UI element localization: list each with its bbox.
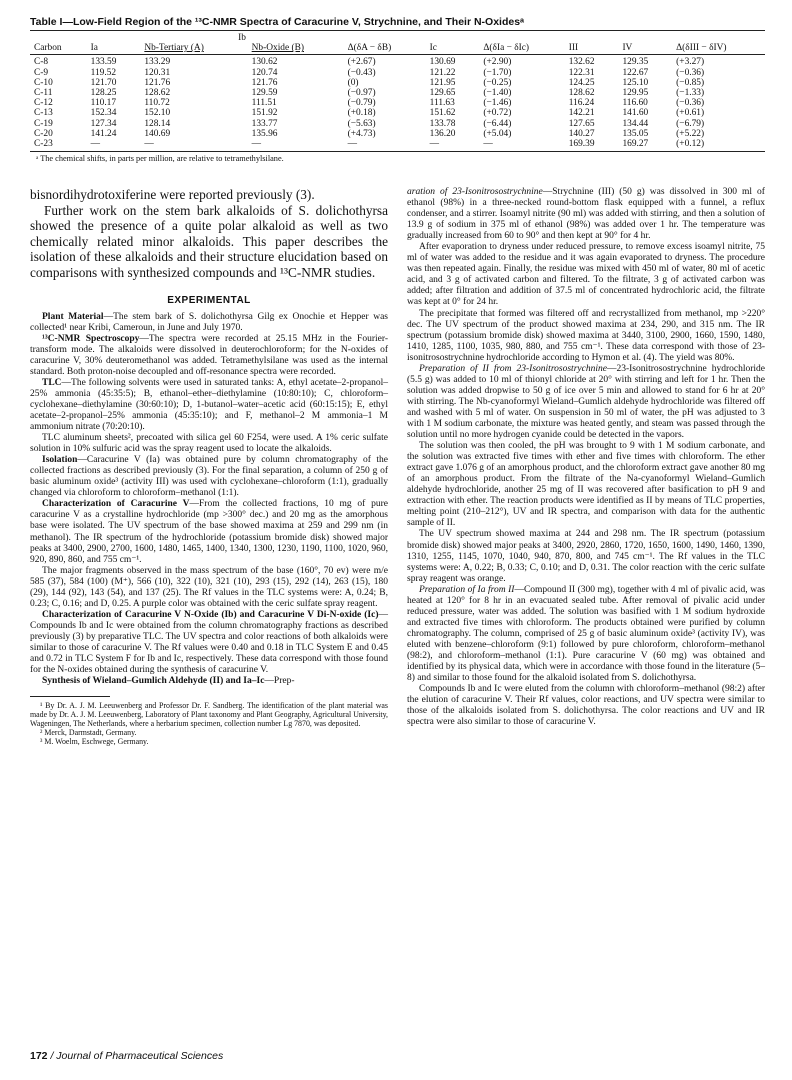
table-cell: 140.69 — [144, 128, 171, 139]
table-cell: 122.31 — [568, 67, 595, 78]
table-cell: 129.59 — [251, 88, 278, 99]
table-cell: (+0.12) — [672, 139, 765, 152]
table-cell: 128.62 — [568, 88, 595, 99]
table-row — [30, 88, 765, 98]
column-header: IV — [618, 43, 672, 55]
extraction-paragraph: The solution was then cooled, the pH was brought to 9 with 1 M sodium carbonate, and the solution was extracted five times with ether and five times with chloroform. The ether extract gave 1.076 g of an amorphous product, and the chloroform extract gave another 80 mg of an amorphous product. From the filtrate of the Na-cyanoformyl Wieland–Gumlich aldehyde hydrochloride, another 25 mg of II was recovered after basification to pH 9 and extraction with ether. The reaction products were identified as II by means of TLC properties, melting point (210–212°), UV and IR spectra, and comparison with data for the authentic sample of II. — [407, 441, 765, 529]
table-row — [30, 98, 765, 108]
table-cell: (+0.18) — [347, 108, 376, 119]
table-cell: 151.62 — [429, 108, 456, 119]
table-cell: 132.62 — [568, 57, 595, 68]
table-cell: 111.63 — [429, 98, 455, 109]
table-cell: 129.35 — [622, 57, 649, 68]
table-cell: C-20 — [34, 128, 53, 139]
table-cell: 129.95 — [622, 88, 649, 99]
table-cell: — — [248, 139, 344, 152]
table-cell: (+5.04) — [483, 128, 512, 139]
table-cell: 127.65 — [568, 118, 595, 129]
table-row — [30, 68, 765, 78]
table-cell: 128.25 — [90, 88, 117, 99]
table-cell: — — [87, 139, 141, 152]
table-cell: 124.25 — [568, 77, 595, 88]
table-row — [30, 78, 765, 88]
plant-material-paragraph: Plant Material—The stem bark of S. dolichothyrsa Gilg ex Onochie et Hepper was collected¹ near Kribi, Cameroun, in June and July 1970. — [30, 311, 388, 333]
table-cell: (−0.97) — [347, 88, 376, 99]
table-cell: (−5.63) — [347, 118, 376, 129]
table-cell: C-10 — [34, 77, 53, 88]
isolation-paragraph: Isolation—Caracurine V (Ia) was obtained pure by column chromatography of the collected fractions as described previously (3). For the final separation, a column of 250 g of basic aluminum oxide³ (activity III) was used with cyclohexane–chloroform (1:1), gradually changed via chloroform to chloroform–methanol (1:1). — [30, 455, 388, 499]
column-header: Nb-Oxide (B) — [248, 43, 344, 55]
preparation-ia-paragraph: Preparation of Ia from II—Compound II (300 mg), together with 4 ml of pivalic acid, was heated at 120° for 8 hr in an evacuated sealed tube. After removal of pivalic acid under reduced pressure, water was added. The solution was basified with 1 M sodium hydroxide and extracted five times with chloroform. The products obtained were purified by column chromatography. The column, comprised of 25 g of basic aluminum oxide³ (activity IV), was eluted with benzene–chloroform (9:1) followed by pure chloroform, chloroform–methanol (98:2), and chloroform–methanol (1:1). Pure caracurine V (60 mg) was obtained and identified by its physical data, which were in accordance with those found in the literature (5–8) and similar to those found for the alkaloid isolated from S. dolichothyrsa. — [407, 584, 765, 684]
table-cell: — — [426, 139, 480, 152]
table-cell: (+3.27) — [676, 57, 705, 68]
table-cell: 111.51 — [251, 98, 277, 109]
table-cell: 133.78 — [429, 118, 456, 129]
table-cell: 121.70 — [90, 77, 117, 88]
journal-name: / Journal of Pharmaceutical Sciences — [47, 1050, 224, 1062]
table-cell: (−0.36) — [676, 98, 705, 109]
table-cell: (−1.46) — [483, 98, 512, 109]
isonitroso-paragraph: aration of 23-Isonitrosostrychnine—Strychnine (III) (50 g) was dissolved in 300 ml of ethanol (98%) in a three-necked round-bottom flask equipped with a funnel, a reflux condenser, and a stirrer. Isoamyl nitrite (90 ml) was added with stirring, and then a solution of 13.9 g of sodium in 375 ml of ethanol (98%) was added over 1 hr. The temperature was gradually increased from 60 to 90° and then kept at 90° for 4 hr. — [407, 187, 765, 242]
evaporation-paragraph: After evaporation to dryness under reduced pressure, to remove excess isoamyl nitrite, 75 ml of water was added to the residue and it was again evaporated to dryness. The procedure was then repeated again. Finally, the residue was mixed with 450 ml of water, 80 ml of acetic acid, and 3 g of activated carbon and filtered. To the filtrate, 3 g of activated carbon was added; after filtration and addition of 37.5 ml of concentrated hydrochloric acid, the filtrate was kept at 0° for 24 hr. — [407, 242, 765, 308]
table-cell: (−1.33) — [676, 88, 705, 99]
table-cell: 142.21 — [568, 108, 595, 119]
table-row — [30, 139, 765, 152]
preparation-ii-paragraph: Preparation of II from 23-Isonitrosostrychnine—23-Isonitrosostrychnine hydrochloride (5.5 g) was added to 10 ml of thionyl chloride at 20° with stirring and left for 1 hr. Then the solution was added dropwise to 50 g of ice over 5 min and allowed to stand for 6 hr at 20° with stirring. The Nb-cyanoformyl Wieland–Gumlich aldehyde hydrochloride was filtered off and washed with 5 ml of water. On suspension in 50 ml of water, the pH was adjusted to 3 with 1 M sodium carbonate, the mixture was heated gently, and steam was passed through the solution until no more hydrogen cyanide could be detected in the vapors. — [407, 363, 765, 441]
table-cell: 133.59 — [90, 57, 117, 68]
table-cell: 120.74 — [251, 67, 278, 78]
table-cell: 135.05 — [622, 128, 649, 139]
table-cell: (+2.90) — [483, 57, 512, 68]
table-cell: (+2.67) — [347, 57, 376, 68]
column-header: Δ(δIII − δIV) — [672, 43, 765, 55]
table-cell: (+5.22) — [676, 128, 705, 139]
uv-ir-paragraph: The UV spectrum showed maxima at 244 and 298 nm. The IR spectrum (potassium bromide disk) showed major peaks at 3400, 2920, 2860, 1720, 1650, 1600, 1490, 1460, 1390, 1310, 1255, 1145, 1070, 1040, 940, 870, 800, and 745 cm⁻¹. The Rf values in the TLC systems were: A, 0.22; B, 0.33; C, 0.10; and D, 0.31. The color reaction with the ceric sulfate spray reagent was orange. — [407, 529, 765, 584]
column-header: Δ(δA − δB) — [344, 43, 426, 55]
table-cell: 133.77 — [251, 118, 278, 129]
footnote-2: ² Merck, Darmstadt, Germany. — [40, 728, 137, 738]
table-cell: 136.20 — [429, 128, 456, 139]
table-cell: 121.76 — [251, 77, 278, 88]
table-cell: 121.95 — [429, 77, 456, 88]
table-cell: 151.92 — [251, 108, 278, 119]
page-footer — [30, 1050, 223, 1062]
table-cell: 169.39 — [565, 139, 619, 152]
table-cell: 121.76 — [144, 77, 171, 88]
table-row — [30, 55, 765, 68]
table-cell: 134.44 — [622, 118, 649, 129]
table-cell: 129.65 — [429, 88, 456, 99]
mass-spectrum-paragraph: The major fragments observed in the mass spectrum of the base (160°, 70 ev) were m/e 585 (37), 584 (100) (M⁺), 566 (10), 322 (10), 321 (10), 293 (15), 292 (14), 263 (15), 180 (29), 144 (92), 143 (54), and 137 (25). The Rf values in the TLC systems were: A, 0.24; B, 0.23; C, 0.16; and D, 0.25. A purple color was obtained with the ceric sulfate spray reagent. — [30, 565, 388, 609]
table-cell: C-9 — [34, 67, 49, 78]
table-cell: C-13 — [34, 108, 53, 119]
column-header: Nb-Tertiary (A) — [140, 43, 247, 55]
tlc-paragraph: TLC—The following solvents were used in saturated tanks: A, ethyl acetate–2-propanol–25% ammonia (45:35:5); B, ethanol–ether–diethylamine (10:80:10); C, chloroform–cyclohexane–diethylamine (30:60:10); D, 1-butanol–water–acetic acid (60:15:15); E, ethyl acetate–2-propanol–25% ammonia (45:35:10); and F, methanol–2 M ammonia–1 M ammonium nitrate (70:20:10). — [30, 377, 388, 433]
column-header: Ic — [426, 43, 480, 55]
table-cell: 116.60 — [622, 98, 648, 109]
footnote-1: ¹ By Dr. A. J. M. Leeuwenberg and Professor Dr. F. Sandberg. The identification of the plant material was made by Dr. A. J. M. Leeuwenberg, Laboratory of Plant taxonomy and Plant Geography, Agricultural University, Wageningen, The Netherlands, where a herbarium specimen, collection number Lg 7870, was deposited. — [30, 701, 388, 729]
column-header: III — [565, 43, 619, 55]
table-cell: (−0.36) — [676, 67, 705, 78]
column-header: Carbon — [30, 43, 87, 55]
table-cell: 130.62 — [251, 57, 278, 68]
table-cell: (−0.43) — [347, 67, 376, 78]
table-cell: (−6.44) — [483, 118, 512, 129]
table-cell: 152.34 — [90, 108, 117, 119]
table-cell: 110.17 — [90, 98, 117, 109]
column-header: Δ(δIa − δIc) — [479, 43, 564, 55]
table-cell: 135.96 — [251, 128, 278, 139]
table-cell: 169.27 — [618, 139, 672, 152]
table-cell: (−1.70) — [483, 67, 512, 78]
table-cell: 110.72 — [144, 98, 170, 109]
table-cell: 141.60 — [622, 108, 649, 119]
table-cell: 127.34 — [90, 118, 117, 129]
table-cell: (+0.72) — [483, 108, 512, 119]
intro-line: bisnordihydrotoxiferine were reported previously (3). — [30, 187, 315, 202]
table-cell: (−0.79) — [347, 98, 376, 109]
table-cell: C-23 — [30, 139, 87, 152]
table-cell: (+4.73) — [347, 128, 376, 139]
table-cell: (−1.40) — [483, 88, 512, 99]
synthesis-paragraph: Synthesis of Wieland–Gumlich Aldehyde (II) and Ia–Ic—Prep- — [42, 676, 295, 687]
experimental-heading: EXPERIMENTAL — [167, 294, 251, 306]
table-section — [30, 16, 765, 163]
table-cell: 119.52 — [90, 67, 117, 78]
table-cell: 130.69 — [429, 57, 456, 68]
page-number: 172 — [30, 1050, 48, 1062]
table-cell: C-8 — [34, 57, 49, 68]
table-cell: 133.29 — [144, 57, 171, 68]
table-cell: 120.31 — [144, 67, 171, 78]
table-cell: 152.10 — [144, 108, 171, 119]
table-cell: 141.24 — [90, 128, 117, 139]
footnote-rule — [30, 696, 110, 697]
table-cell: — — [344, 139, 426, 152]
group-header-ib: Ib — [238, 33, 246, 43]
left-column — [30, 187, 388, 746]
tlc-sheets-paragraph: TLC aluminum sheets², precoated with silica gel 60 F254, were used. A 1% ceric sulfate solution in 10% sulfuric acid was the spray reagent used to locate the alkaloids. — [30, 433, 388, 455]
table-cell: C-11 — [34, 88, 53, 99]
table-row — [30, 108, 765, 118]
footnote-3: ³ M. Woelm, Eschwege, Germany. — [40, 737, 149, 747]
table-cell: (0) — [347, 77, 359, 88]
table-cell: 125.10 — [622, 77, 649, 88]
table-cell: 116.24 — [568, 98, 595, 109]
table-cell: (−0.85) — [676, 77, 705, 88]
intro-paragraph: Further work on the stem bark alkaloids of S. dolichothyrsa showed the presence of a quite polar alkaloid as well as two chemically related minor alkaloids. This paper describes the isolation of these alkaloids and their structure elucidation based on comparisons with synthesized compounds and ¹³C-NMR studies. — [30, 202, 388, 280]
characterization-paragraph: Characterization of Caracurine V—From the collected fractions, 10 mg of pure caracurine V as a crystalline hydrochloride (mp >300° dec.) and 20 mg as the amorphous base were isolated. The UV spectrum of the base showed maxima at 259 and 299 nm (in methanol). The IR spectrum of the hydrochloride (potassium bromide disk) showed major peaks at 3400, 2900, 2700, 1600, 1480, 1465, 1400, 1340, 1300, 1230, 1190, 1100, 1020, 960, 920, 890, 860, and 755 cm⁻¹. — [30, 499, 388, 565]
column-header: Ia — [87, 43, 141, 55]
nmr-paragraph: ¹³C-NMR Spectroscopy—The spectra were recorded at 25.15 MHz in the Fourier-transform mode. The alkaloids were dissolved in deuterochloroform; for the N-oxides of caracurine V, 30% deuteromethanol was added. Tetramethylsilane was used as the internal standard. Both proton-noise decoupled and off-resonance spectra were recorded. — [30, 333, 388, 377]
table-cell: (−0.25) — [483, 77, 512, 88]
nmr-table — [30, 31, 765, 152]
table-footnote: ᵃ The chemical shifts, in parts per million, are relative to tetramethylsilane. — [36, 154, 284, 164]
table-cell: (−6.79) — [676, 118, 705, 129]
table-cell: — — [140, 139, 247, 152]
table-title: Table I—Low-Field Region of the ¹³C-NMR Spectra of Caracurine V, Strychnine, and Their N-Oxidesᵃ — [30, 16, 765, 31]
right-column — [407, 187, 765, 746]
table-cell: 121.22 — [429, 67, 456, 78]
table-cell: C-19 — [34, 118, 53, 129]
table-cell: 122.67 — [622, 67, 649, 78]
elution-paragraph: Compounds Ib and Ic were eluted from the column with chloroform–methanol (98:2) after the elution of caracurine V. Their Rf values, color reactions, and UV spectra were similar to those of the alkaloids isolated from S. dolichothyrsa. The color reactions and UV and IR spectra were also similar to those of caracurine V. — [407, 684, 765, 728]
table-cell: C-12 — [34, 98, 53, 109]
table-cell: 140.27 — [568, 128, 595, 139]
table-row — [30, 119, 765, 129]
n-oxide-paragraph: Characterization of Caracurine V N-Oxide (Ib) and Caracurine V Di-N-oxide (Ic)—Compounds Ib and Ic were obtained from the column chromatography fractions as described previously (3) by preparative TLC. The UV spectra and color reactions of both alkaloids were similar to those of caracurine V. The Rf values were 0.40 and 0.18 in TLC System E and 0.45 and 0.72 in TLC System F for Ib and Ic, respectively. These data correspond with those found for the N-oxides obtained during the synthesis of caracurine V. — [30, 609, 388, 676]
table-cell: 128.14 — [144, 118, 171, 129]
table-cell: (+0.61) — [676, 108, 705, 119]
precipitate-paragraph: The precipitate that formed was filtered off and recrystallized from methanol, mp >220° dec. The UV spectrum of the product showed maxima at 234, 290, and 315 nm. The IR spectrum (potassium bromide disk) showed maxima at 3440, 3100, 2900, 1660, 1590, 1480, 1410, 1285, 1100, 1035, 980, 880, and 755 cm⁻¹. These data correspond with those of 23-isonitrosostrychnine hydrochloride according to Hymon et al. (4). The yield was 80%. — [407, 308, 765, 363]
table-row — [30, 129, 765, 139]
table-cell: 128.62 — [144, 88, 171, 99]
table-cell: — — [479, 139, 564, 152]
